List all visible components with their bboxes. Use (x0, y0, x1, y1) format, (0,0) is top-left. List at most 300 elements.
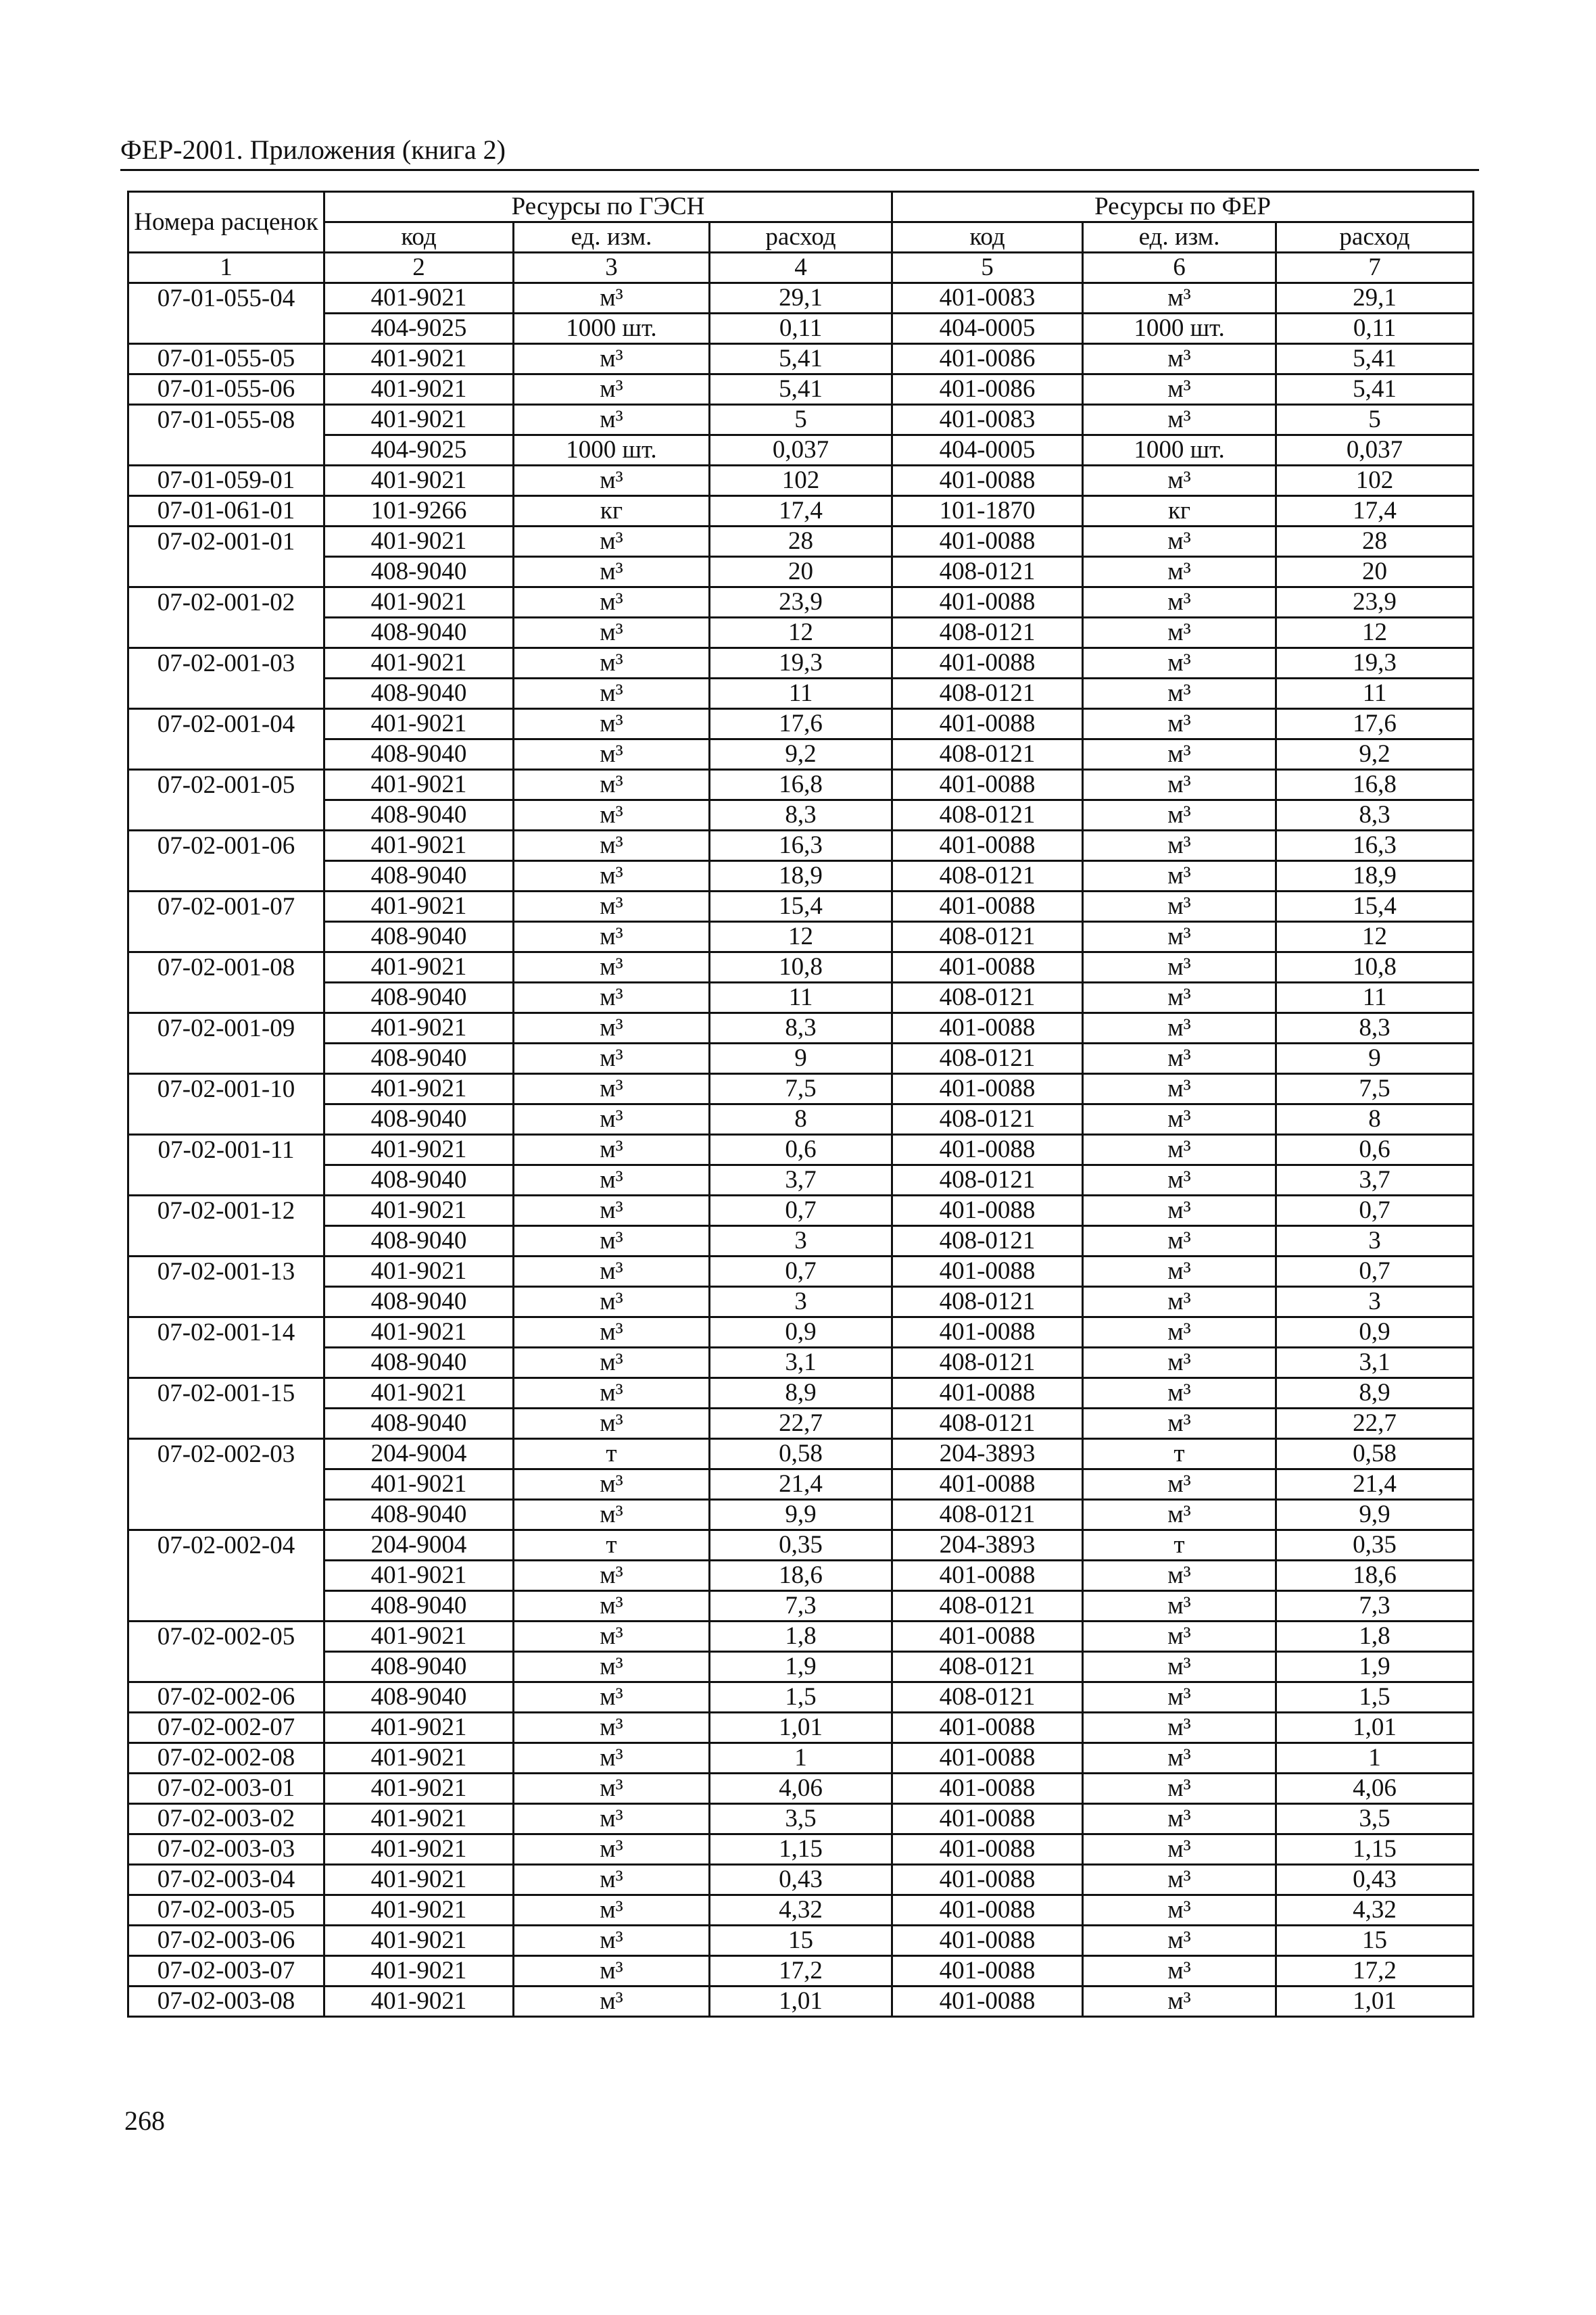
gesn-unit-cell: м³ (514, 1804, 710, 1834)
fer-consumption-cell: 0,7 (1276, 1257, 1474, 1287)
table-body (128, 283, 1474, 2017)
gesn-unit-cell: м³ (514, 800, 710, 831)
fer-consumption-cell: 0,6 (1276, 1135, 1474, 1165)
fer-code-cell: 401-0088 (892, 1561, 1083, 1591)
rate-number-cell (128, 1469, 324, 1500)
fer-code-cell: 408-0121 (892, 861, 1083, 892)
fer-code-cell: 401-0088 (892, 1987, 1083, 2017)
gesn-unit-cell: м³ (514, 679, 710, 709)
gesn-unit-cell: м³ (514, 466, 710, 496)
gesn-consumption-cell: 16,3 (710, 831, 892, 861)
fer-code-cell: 408-0121 (892, 1652, 1083, 1682)
gesn-code-cell: 408-9040 (324, 1165, 514, 1196)
table-row (128, 1074, 1474, 1104)
fer-unit-cell: м³ (1083, 344, 1276, 374)
fer-consumption-cell: 1 (1276, 1743, 1474, 1774)
gesn-consumption-cell: 4,32 (710, 1895, 892, 1926)
gesn-consumption-cell: 1,15 (710, 1834, 892, 1865)
fer-code-cell: 401-0088 (892, 1317, 1083, 1348)
fer-code-cell: 408-0121 (892, 679, 1083, 709)
gesn-consumption-cell: 1,01 (710, 1713, 892, 1743)
table-row (128, 1500, 1474, 1530)
fer-code-cell: 408-0121 (892, 1348, 1083, 1378)
gesn-consumption-cell: 9 (710, 1044, 892, 1074)
rate-number-cell: 07-02-003-07 (128, 1956, 324, 1987)
table-row (128, 1743, 1474, 1774)
table-row (128, 1561, 1474, 1591)
gesn-code-cell: 408-9040 (324, 1682, 514, 1713)
fer-consumption-cell: 9,9 (1276, 1500, 1474, 1530)
gesn-consumption-cell: 18,6 (710, 1561, 892, 1591)
gesn-code-cell: 401-9021 (324, 1378, 514, 1409)
gesn-consumption-cell: 5 (710, 405, 892, 435)
fer-code-cell: 401-0083 (892, 283, 1083, 314)
gesn-consumption-cell: 0,7 (710, 1257, 892, 1287)
table-row (128, 831, 1474, 861)
fer-consumption-cell: 7,5 (1276, 1074, 1474, 1104)
fer-unit-cell: м³ (1083, 1287, 1276, 1317)
column-number: 4 (710, 253, 892, 283)
table-row (128, 1104, 1474, 1135)
rate-number-cell: 07-02-002-06 (128, 1682, 324, 1713)
gesn-code-cell: 401-9021 (324, 466, 514, 496)
column-number: 6 (1083, 253, 1276, 283)
fer-consumption-cell: 19,3 (1276, 648, 1474, 679)
gesn-code-cell: 401-9021 (324, 1317, 514, 1348)
fer-unit-cell: 1000 шт. (1083, 435, 1276, 466)
table-row (128, 1530, 1474, 1561)
fer-consumption-cell: 1,01 (1276, 1713, 1474, 1743)
gesn-unit-cell: м³ (514, 1987, 710, 2017)
rate-number-cell: 07-02-001-13 (128, 1257, 324, 1287)
gesn-unit-cell: м³ (514, 831, 710, 861)
gesn-unit-cell: м³ (514, 709, 710, 739)
fer-unit-cell: м³ (1083, 374, 1276, 405)
fer-consumption-cell: 0,43 (1276, 1865, 1474, 1895)
rate-numbers-label: Номера расценок (134, 208, 318, 236)
fer-code-cell: 401-0088 (892, 1257, 1083, 1287)
gesn-code-cell: 408-9040 (324, 1348, 514, 1378)
fer-code-cell: 401-0088 (892, 1956, 1083, 1987)
table-row (128, 1956, 1474, 1987)
gesn-code-cell: 408-9040 (324, 1652, 514, 1682)
fer-consumption-cell: 17,2 (1276, 1956, 1474, 1987)
rate-number-cell (128, 1165, 324, 1196)
rate-number-cell (128, 618, 324, 648)
gesn-unit-cell: м³ (514, 1287, 710, 1317)
gesn-unit-cell: т (514, 1439, 710, 1469)
fer-code-cell: 401-0088 (892, 1713, 1083, 1743)
fer-consumption-cell: 21,4 (1276, 1469, 1474, 1500)
rate-number-cell: 07-02-001-02 (128, 587, 324, 618)
table-row (128, 1348, 1474, 1378)
rate-number-cell: 07-02-001-10 (128, 1074, 324, 1104)
gesn-code-cell: 408-9040 (324, 1591, 514, 1622)
gesn-code-cell: 408-9040 (324, 1044, 514, 1074)
fer-unit-cell: т (1083, 1439, 1276, 1469)
rate-number-cell: 07-02-002-03 (128, 1439, 324, 1469)
gesn-consumption-cell: 21,4 (710, 1469, 892, 1500)
fer-consumption-cell: 28 (1276, 527, 1474, 557)
fer-consumption-cell: 10,8 (1276, 952, 1474, 983)
gesn-consumption-cell: 20 (710, 557, 892, 587)
col-header-fer-unit: ед. изм. (1083, 222, 1276, 253)
table-row (128, 435, 1474, 466)
table-row (128, 1378, 1474, 1409)
gesn-unit-cell: м³ (514, 1622, 710, 1652)
gesn-code-cell: 401-9021 (324, 1713, 514, 1743)
table-row (128, 952, 1474, 983)
table-row (128, 1804, 1474, 1834)
gesn-unit-cell: м³ (514, 405, 710, 435)
table-row (128, 1135, 1474, 1165)
fer-unit-cell: м³ (1083, 1165, 1276, 1196)
gesn-code-cell: 408-9040 (324, 922, 514, 952)
rate-number-cell: 07-02-001-01 (128, 527, 324, 557)
table-row (128, 648, 1474, 679)
fer-code-cell: 204-3893 (892, 1439, 1083, 1469)
fer-consumption-cell: 12 (1276, 618, 1474, 648)
fer-unit-cell: м³ (1083, 1317, 1276, 1348)
gesn-unit-cell: м³ (514, 1713, 710, 1743)
gesn-unit-cell: м³ (514, 1469, 710, 1500)
fer-unit-cell: кг (1083, 496, 1276, 527)
fer-code-cell: 408-0121 (892, 1226, 1083, 1257)
fer-consumption-cell: 3 (1276, 1287, 1474, 1317)
gesn-code-cell: 408-9040 (324, 1226, 514, 1257)
fer-code-cell: 401-0088 (892, 1743, 1083, 1774)
fer-consumption-cell: 12 (1276, 922, 1474, 952)
rate-number-cell: 07-01-059-01 (128, 466, 324, 496)
fer-consumption-cell: 17,4 (1276, 496, 1474, 527)
fer-code-cell: 401-0088 (892, 648, 1083, 679)
table-row (128, 1469, 1474, 1500)
fer-code-cell: 401-0088 (892, 892, 1083, 922)
gesn-code-cell: 408-9040 (324, 739, 514, 770)
rate-number-cell: 07-02-003-06 (128, 1926, 324, 1956)
column-number: 3 (514, 253, 710, 283)
fer-consumption-cell: 15 (1276, 1926, 1474, 1956)
rate-number-cell: 07-02-001-03 (128, 648, 324, 679)
rate-number-cell: 07-02-001-09 (128, 1013, 324, 1044)
fer-consumption-cell: 22,7 (1276, 1409, 1474, 1439)
fer-code-cell: 408-0121 (892, 800, 1083, 831)
fer-consumption-cell: 3,5 (1276, 1804, 1474, 1834)
fer-unit-cell: м³ (1083, 1074, 1276, 1104)
fer-code-cell: 401-0088 (892, 1865, 1083, 1895)
gesn-code-cell: 401-9021 (324, 952, 514, 983)
gesn-consumption-cell: 28 (710, 527, 892, 557)
fer-consumption-cell: 15,4 (1276, 892, 1474, 922)
gesn-code-cell: 401-9021 (324, 1561, 514, 1591)
gesn-code-cell: 404-9025 (324, 435, 514, 466)
rate-number-cell: 07-02-001-06 (128, 831, 324, 861)
fer-unit-cell: м³ (1083, 892, 1276, 922)
rate-number-cell (128, 1226, 324, 1257)
gesn-consumption-cell: 0,35 (710, 1530, 892, 1561)
gesn-code-cell: 204-9004 (324, 1530, 514, 1561)
gesn-code-cell: 204-9004 (324, 1439, 514, 1469)
rate-number-cell: 07-02-001-05 (128, 770, 324, 800)
fer-unit-cell: м³ (1083, 1135, 1276, 1165)
gesn-code-cell: 401-9021 (324, 1774, 514, 1804)
gesn-unit-cell: м³ (514, 1591, 710, 1622)
rate-number-cell (128, 1591, 324, 1622)
gesn-code-cell: 401-9021 (324, 1135, 514, 1165)
gesn-consumption-cell: 3,1 (710, 1348, 892, 1378)
fer-consumption-cell: 18,6 (1276, 1561, 1474, 1591)
page-number: 268 (124, 2105, 165, 2136)
fer-code-cell: 408-0121 (892, 922, 1083, 952)
fer-unit-cell: м³ (1083, 1743, 1276, 1774)
fer-unit-cell: м³ (1083, 952, 1276, 983)
table-row (128, 1774, 1474, 1804)
table-row (128, 527, 1474, 557)
gesn-unit-cell: м³ (514, 1104, 710, 1135)
fer-code-cell: 401-0086 (892, 344, 1083, 374)
gesn-consumption-cell: 17,6 (710, 709, 892, 739)
table-row (128, 983, 1474, 1013)
fer-consumption-cell: 9 (1276, 1044, 1474, 1074)
gesn-code-cell: 401-9021 (324, 1013, 514, 1044)
fer-consumption-cell: 0,7 (1276, 1196, 1474, 1226)
gesn-consumption-cell: 5,41 (710, 374, 892, 405)
gesn-code-cell: 408-9040 (324, 557, 514, 587)
fer-consumption-cell: 0,58 (1276, 1439, 1474, 1469)
rate-number-cell (128, 983, 324, 1013)
gesn-unit-cell: м³ (514, 1834, 710, 1865)
gesn-code-cell: 408-9040 (324, 618, 514, 648)
gesn-unit-cell: м³ (514, 344, 710, 374)
fer-unit-cell: м³ (1083, 1865, 1276, 1895)
gesn-consumption-cell: 22,7 (710, 1409, 892, 1439)
gesn-code-cell: 401-9021 (324, 1895, 514, 1926)
gesn-consumption-cell: 10,8 (710, 952, 892, 983)
table-row (128, 800, 1474, 831)
fer-unit-cell: м³ (1083, 1804, 1276, 1834)
fer-consumption-cell: 16,3 (1276, 831, 1474, 861)
fer-code-cell: 401-0088 (892, 1804, 1083, 1834)
table-row (128, 739, 1474, 770)
column-number: 5 (892, 253, 1083, 283)
fer-unit-cell: т (1083, 1530, 1276, 1561)
fer-code-cell: 401-0088 (892, 952, 1083, 983)
gesn-code-cell: 408-9040 (324, 679, 514, 709)
fer-unit-cell: м³ (1083, 618, 1276, 648)
fer-consumption-cell: 1,5 (1276, 1682, 1474, 1713)
table-row (128, 1287, 1474, 1317)
rate-number-cell: 07-02-003-08 (128, 1987, 324, 2017)
rate-number-cell: 07-02-003-01 (128, 1774, 324, 1804)
gesn-unit-cell: м³ (514, 952, 710, 983)
fer-consumption-cell: 0,9 (1276, 1317, 1474, 1348)
gesn-code-cell: 401-9021 (324, 1956, 514, 1987)
table-row (128, 1713, 1474, 1743)
fer-unit-cell: м³ (1083, 283, 1276, 314)
fer-consumption-cell: 3,7 (1276, 1165, 1474, 1196)
gesn-consumption-cell: 0,037 (710, 435, 892, 466)
col-header-rate-numbers (128, 192, 324, 253)
rate-number-cell (128, 1348, 324, 1378)
fer-unit-cell: м³ (1083, 1926, 1276, 1956)
gesn-unit-cell: м³ (514, 1500, 710, 1530)
column-number: 1 (128, 253, 324, 283)
gesn-consumption-cell: 11 (710, 983, 892, 1013)
fer-unit-cell: м³ (1083, 1500, 1276, 1530)
fer-unit-cell: м³ (1083, 1348, 1276, 1378)
table-row (128, 1987, 1474, 2017)
rate-number-cell (128, 1500, 324, 1530)
column-number-row (128, 253, 1474, 283)
gesn-unit-cell: м³ (514, 739, 710, 770)
fer-code-cell: 401-0088 (892, 1834, 1083, 1865)
fer-code-cell: 408-0121 (892, 1682, 1083, 1713)
fer-consumption-cell: 23,9 (1276, 587, 1474, 618)
fer-unit-cell: 1000 шт. (1083, 314, 1276, 344)
table-row (128, 557, 1474, 587)
gesn-code-cell: 408-9040 (324, 1409, 514, 1439)
gesn-code-cell: 401-9021 (324, 405, 514, 435)
fer-unit-cell: м³ (1083, 1378, 1276, 1409)
rate-number-cell (128, 1287, 324, 1317)
rate-number-cell: 07-02-002-05 (128, 1622, 324, 1652)
fer-consumption-cell: 1,01 (1276, 1987, 1474, 2017)
gesn-unit-cell: м³ (514, 1378, 710, 1409)
fer-code-cell: 401-0086 (892, 374, 1083, 405)
gesn-consumption-cell: 4,06 (710, 1774, 892, 1804)
gesn-consumption-cell: 3 (710, 1226, 892, 1257)
fer-consumption-cell: 102 (1276, 466, 1474, 496)
fer-unit-cell: м³ (1083, 1834, 1276, 1865)
fer-code-cell: 408-0121 (892, 557, 1083, 587)
table-row (128, 496, 1474, 527)
gesn-consumption-cell: 17,4 (710, 496, 892, 527)
gesn-code-cell: 401-9021 (324, 587, 514, 618)
gesn-unit-cell: м³ (514, 1682, 710, 1713)
fer-unit-cell: м³ (1083, 1622, 1276, 1652)
rate-number-cell: 07-02-001-07 (128, 892, 324, 922)
table-row (128, 1591, 1474, 1622)
fer-unit-cell: м³ (1083, 1196, 1276, 1226)
gesn-consumption-cell: 0,6 (710, 1135, 892, 1165)
fer-consumption-cell: 8,3 (1276, 1013, 1474, 1044)
fer-unit-cell: м³ (1083, 587, 1276, 618)
table-row (128, 1226, 1474, 1257)
gesn-consumption-cell: 12 (710, 618, 892, 648)
gesn-code-cell: 408-9040 (324, 1287, 514, 1317)
fer-code-cell: 401-0088 (892, 1622, 1083, 1652)
fer-code-cell: 401-0088 (892, 1013, 1083, 1044)
fer-unit-cell: м³ (1083, 1104, 1276, 1135)
rate-number-cell: 07-02-002-08 (128, 1743, 324, 1774)
rate-number-cell: 07-01-055-04 (128, 283, 324, 314)
resource-table (127, 191, 1474, 2018)
fer-unit-cell: м³ (1083, 405, 1276, 435)
rate-number-cell: 07-02-001-15 (128, 1378, 324, 1409)
rate-number-cell (128, 1104, 324, 1135)
gesn-consumption-cell: 1 (710, 1743, 892, 1774)
fer-code-cell: 401-0088 (892, 1895, 1083, 1926)
fer-unit-cell: м³ (1083, 800, 1276, 831)
fer-consumption-cell: 29,1 (1276, 283, 1474, 314)
column-number: 7 (1276, 253, 1474, 283)
fer-consumption-cell: 8 (1276, 1104, 1474, 1135)
table-row (128, 1926, 1474, 1956)
fer-consumption-cell: 18,9 (1276, 861, 1474, 892)
fer-consumption-cell: 1,15 (1276, 1834, 1474, 1865)
rate-number-cell: 07-02-001-11 (128, 1135, 324, 1165)
fer-unit-cell: м³ (1083, 527, 1276, 557)
gesn-unit-cell: м³ (514, 587, 710, 618)
gesn-unit-cell: м³ (514, 1013, 710, 1044)
table-row (128, 314, 1474, 344)
gesn-unit-cell: м³ (514, 1409, 710, 1439)
col-header-gesn-code: код (324, 222, 514, 253)
gesn-consumption-cell: 9,2 (710, 739, 892, 770)
fer-code-cell: 204-3893 (892, 1530, 1083, 1561)
gesn-code-cell: 408-9040 (324, 861, 514, 892)
gesn-code-cell: 401-9021 (324, 527, 514, 557)
header-row-columns (128, 222, 1474, 253)
rate-number-cell: 07-02-002-07 (128, 1713, 324, 1743)
fer-consumption-cell: 11 (1276, 983, 1474, 1013)
gesn-consumption-cell: 29,1 (710, 283, 892, 314)
rate-number-cell (128, 1652, 324, 1682)
gesn-code-cell: 401-9021 (324, 1834, 514, 1865)
gesn-code-cell: 401-9021 (324, 1469, 514, 1500)
fer-code-cell: 401-0088 (892, 1774, 1083, 1804)
gesn-code-cell: 401-9021 (324, 892, 514, 922)
gesn-consumption-cell: 1,9 (710, 1652, 892, 1682)
fer-code-cell: 404-0005 (892, 435, 1083, 466)
gesn-unit-cell: м³ (514, 283, 710, 314)
gesn-unit-cell: м³ (514, 618, 710, 648)
table-row (128, 892, 1474, 922)
gesn-consumption-cell: 1,8 (710, 1622, 892, 1652)
fer-consumption-cell: 1,8 (1276, 1622, 1474, 1652)
fer-unit-cell: м³ (1083, 1561, 1276, 1591)
gesn-code-cell: 401-9021 (324, 1074, 514, 1104)
table-row (128, 1682, 1474, 1713)
gesn-code-cell: 401-9021 (324, 709, 514, 739)
fer-consumption-cell: 16,8 (1276, 770, 1474, 800)
gesn-consumption-cell: 18,9 (710, 861, 892, 892)
col-header-gesn-consumption: расход (710, 222, 892, 253)
table-row (128, 466, 1474, 496)
gesn-consumption-cell: 9,9 (710, 1500, 892, 1530)
gesn-consumption-cell: 8,9 (710, 1378, 892, 1409)
gesn-unit-cell: 1000 шт. (514, 314, 710, 344)
gesn-code-cell: 408-9040 (324, 800, 514, 831)
fer-unit-cell: м³ (1083, 922, 1276, 952)
fer-consumption-cell: 17,6 (1276, 709, 1474, 739)
table-row (128, 1865, 1474, 1895)
fer-code-cell: 401-0088 (892, 587, 1083, 618)
fer-consumption-cell: 1,9 (1276, 1652, 1474, 1682)
fer-consumption-cell: 20 (1276, 557, 1474, 587)
gesn-consumption-cell: 0,7 (710, 1196, 892, 1226)
gesn-code-cell: 401-9021 (324, 1804, 514, 1834)
fer-unit-cell: м³ (1083, 1956, 1276, 1987)
fer-unit-cell: м³ (1083, 1409, 1276, 1439)
fer-code-cell: 401-0088 (892, 1196, 1083, 1226)
gesn-unit-cell: м³ (514, 1074, 710, 1104)
gesn-code-cell: 401-9021 (324, 831, 514, 861)
table-row (128, 1652, 1474, 1682)
gesn-unit-cell: м³ (514, 1926, 710, 1956)
gesn-consumption-cell: 0,43 (710, 1865, 892, 1895)
fer-code-cell: 408-0121 (892, 739, 1083, 770)
